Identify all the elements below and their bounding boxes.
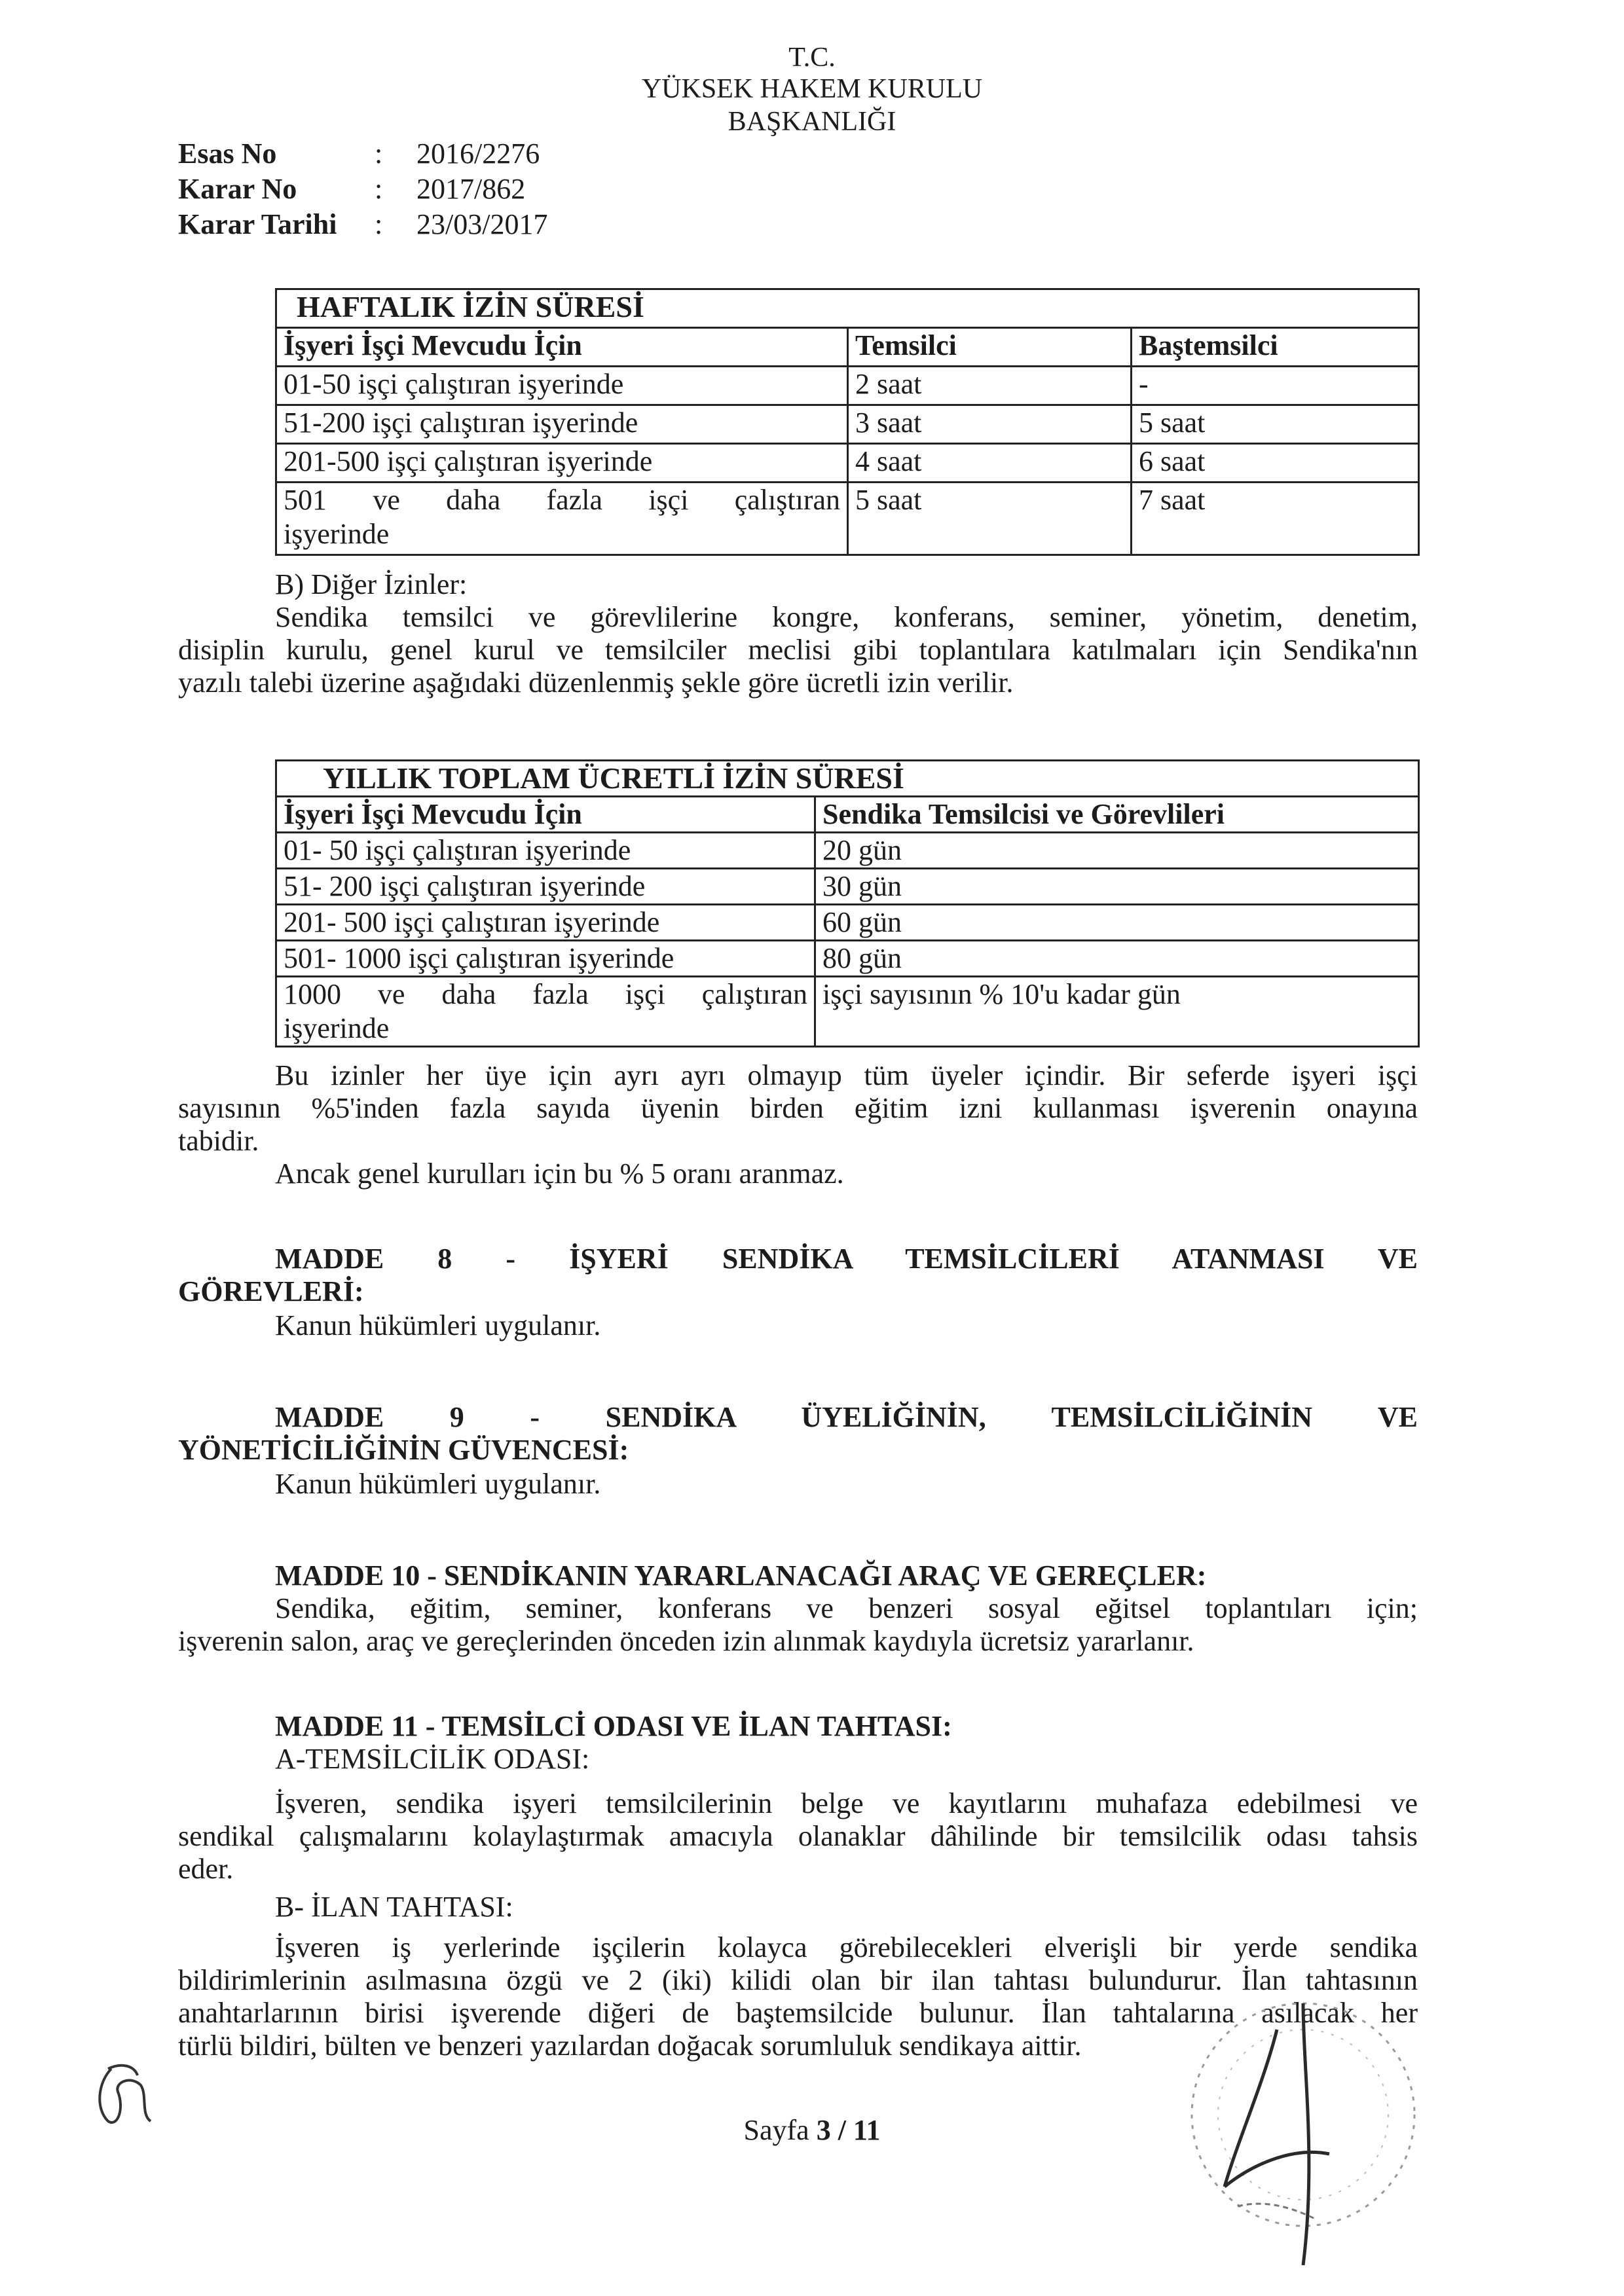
section-b-line: disiplin kurulu, genel kurul ve temsilciler meclisi gibi toplantılara katılmaları için Sendika'nın xyxy=(178,634,1418,666)
table-cell: 5 saat xyxy=(1132,405,1419,444)
table-cell: 20 gün xyxy=(815,833,1419,869)
meta-separator: : xyxy=(375,137,383,170)
table-cell: 30 gün xyxy=(815,869,1419,905)
madde-11-b-line: bildirimlerinin asılmasına özgü ve 2 (iki) kilidi olan bir ilan tahtası bulundurur. İlan tahtasının xyxy=(178,1964,1418,1996)
madde-11-b-line: türlü bildiri, bülten ve benzeri yazılardan doğacak sorumluluk sendikaya aittir. xyxy=(178,2030,1082,2062)
table-row xyxy=(276,444,1419,483)
madde-8-title: MADDE 8 - İŞYERİ SENDİKA TEMSİLCİLERİ ATANMASI VE xyxy=(275,1243,1418,1275)
meta-row-karar xyxy=(178,172,547,207)
weekly-table-title: HAFTALIK İZİN SÜRESİ xyxy=(276,289,1419,328)
madde-11-sub-a: A-TEMSİLCİLİK ODASI: xyxy=(275,1743,590,1775)
madde-11-a-line: sendikal çalışmalarını kolaylaştırmak amacıyla olanaklar dâhilinde bir temsilcilik odası tahsis xyxy=(178,1820,1418,1852)
after-table-note: Ancak genel kurulları için bu % 5 oranı aranmaz. xyxy=(275,1157,844,1190)
cell-line-cont: işyerinde xyxy=(284,1012,390,1044)
madde-9-title: MADDE 9 - SENDİKA ÜYELİĞİNİN, TEMSİLCİLİĞİNİN VE xyxy=(275,1401,1418,1433)
cell-line: 1000 ve daha fazla işçi çalıştıran xyxy=(284,978,807,1010)
after-table-line: tabidir. xyxy=(178,1125,259,1157)
meta-separator: : xyxy=(375,208,383,240)
madde-10-line: Sendika, eğitim, seminer, konferans ve benzeri sosyal eğitsel toplantıları için; xyxy=(275,1592,1418,1624)
table-row xyxy=(276,869,1419,905)
madde-11-sub-b: B- İLAN TAHTASI: xyxy=(275,1891,513,1923)
table-row xyxy=(276,833,1419,869)
table-cell: 80 gün xyxy=(815,941,1419,977)
table-title-row xyxy=(276,289,1419,328)
table-cell: - xyxy=(1132,367,1419,405)
cell-line: 501 ve daha fazla işçi çalıştıran xyxy=(284,484,840,516)
madde-8-body: Kanun hükümleri uygulanır. xyxy=(275,1309,601,1341)
tarih-label: Karar Tarihi xyxy=(178,208,337,240)
header-country: T.C. xyxy=(788,43,836,73)
table-row xyxy=(276,905,1419,941)
madde-10-title: MADDE 10 - SENDİKANIN YARARLANACAĞI ARAÇ VE GEREÇLER: xyxy=(275,1559,1207,1592)
karar-label: Karar No xyxy=(178,173,297,205)
table-header-row xyxy=(276,328,1419,367)
after-table-line: Bu izinler her üye için ayrı ayrı olmayıp tüm üyeler içindir. Bir seferde işyeri işçi xyxy=(275,1059,1418,1091)
table-row xyxy=(276,977,1419,1047)
meta-row-tarih xyxy=(178,207,547,242)
weekly-header-chief: Baştemsilci xyxy=(1132,328,1419,367)
section-b-heading: B) Diğer İzinler: xyxy=(275,568,468,600)
weekly-header-representative: Temsilci xyxy=(848,328,1132,367)
madde-9-title-cont: YÖNETİCİLİĞİNİN GÜVENCESİ: xyxy=(178,1434,629,1466)
madde-9-body: Kanun hükümleri uygulanır. xyxy=(275,1468,601,1500)
header-institution: YÜKSEK HAKEM KURULU xyxy=(641,74,983,104)
section-b-line: Sendika temsilci ve görevlilerine kongre, konferans, seminer, yönetim, denetim, xyxy=(275,601,1418,633)
table-cell: 3 saat xyxy=(848,405,1132,444)
esas-label: Esas No xyxy=(178,137,277,170)
madde-11-a-line: eder. xyxy=(178,1853,234,1885)
cell-line-cont: işyerinde xyxy=(284,518,390,550)
table-title-row xyxy=(276,761,1419,797)
header-office: BAŞKANLIĞI xyxy=(728,107,896,137)
yearly-header-workplace: İşyeri İşçi Mevcudu İçin xyxy=(276,797,815,833)
yearly-leave-table xyxy=(275,759,1420,1048)
madde-11-a-line: İşveren, sendika işyeri temsilcilerinin belge ve kayıtlarını muhafaza edebilmesi ve xyxy=(275,1787,1418,1819)
page-total: 11 xyxy=(853,2114,881,2146)
page-prefix: Sayfa xyxy=(743,2114,809,2146)
table-row xyxy=(276,367,1419,405)
madde-10-line: işverenin salon, araç ve gereçlerinden önceden izin alınmak kaydıyla ücretsiz yararlanır. xyxy=(178,1625,1194,1657)
weekly-header-workplace: İşyeri İşçi Mevcudu İçin xyxy=(276,328,848,367)
madde-11-b-line: anahtarlarının birisi işverende diğeri de baştemsilcide bulunur. İlan tahtalarına asılacak her xyxy=(178,1997,1418,2029)
madde-11-title: MADDE 11 - TEMSİLCİ ODASI VE İLAN TAHTASI: xyxy=(275,1710,952,1742)
table-cell: 201-500 işçi çalıştıran işyerinde xyxy=(276,444,848,483)
table-cell: 501- 1000 işçi çalıştıran işyerinde xyxy=(276,941,815,977)
table-cell xyxy=(276,977,815,1047)
table-row xyxy=(276,405,1419,444)
table-cell: 51- 200 işçi çalıştıran işyerinde xyxy=(276,869,815,905)
table-cell: 4 saat xyxy=(848,444,1132,483)
yearly-table-title: YILLIK TOPLAM ÜCRETLİ İZİN SÜRESİ xyxy=(276,761,1419,797)
after-table-line: sayısının %5'inden fazla sayıda üyenin birden eğitim izni kullanması işverenin onayına xyxy=(178,1092,1418,1124)
meta-separator: : xyxy=(375,173,383,205)
table-cell: 7 saat xyxy=(1132,483,1419,555)
meta-row-esas xyxy=(178,136,547,172)
page-separator: / xyxy=(838,2114,846,2146)
page-number xyxy=(0,2113,1624,2147)
table-cell: 60 gün xyxy=(815,905,1419,941)
karar-value: 2017/862 xyxy=(416,173,526,205)
esas-value: 2016/2276 xyxy=(416,137,540,170)
yearly-header-representatives: Sendika Temsilcisi ve Görevlileri xyxy=(815,797,1419,833)
table-cell: 201- 500 işçi çalıştıran işyerinde xyxy=(276,905,815,941)
case-meta xyxy=(178,136,547,242)
madde-8-title-cont: GÖREVLERİ: xyxy=(178,1275,364,1307)
table-row xyxy=(276,483,1419,555)
section-b-line: yazılı talebi üzerine aşağıdaki düzenlenmiş şekle göre ücretli izin verilir. xyxy=(178,666,1014,699)
table-cell: 01- 50 işçi çalıştıran işyerinde xyxy=(276,833,815,869)
page-current: 3 xyxy=(816,2114,831,2146)
table-cell: 6 saat xyxy=(1132,444,1419,483)
table-cell: 01-50 işçi çalıştıran işyerinde xyxy=(276,367,848,405)
table-header-row xyxy=(276,797,1419,833)
table-cell: 51-200 işçi çalıştıran işyerinde xyxy=(276,405,848,444)
weekly-leave-table xyxy=(275,288,1420,556)
table-cell: 2 saat xyxy=(848,367,1132,405)
tarih-value: 23/03/2017 xyxy=(416,208,548,240)
table-cell: 5 saat xyxy=(848,483,1132,555)
table-cell: işçi sayısının % 10'u kadar gün xyxy=(815,977,1419,1047)
table-cell xyxy=(276,483,848,555)
madde-11-b-line: İşveren iş yerlerinde işçilerin kolayca görebilecekleri elverişli bir yerde sendika xyxy=(275,1931,1418,1963)
table-row xyxy=(276,941,1419,977)
